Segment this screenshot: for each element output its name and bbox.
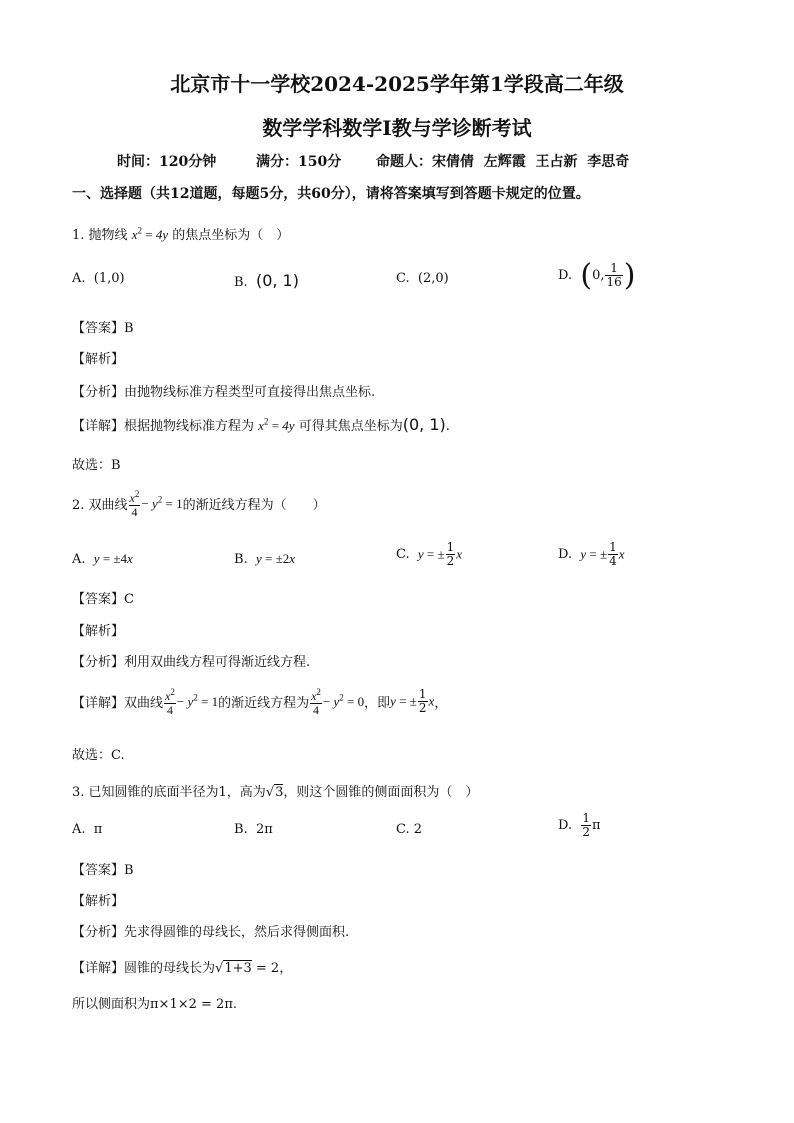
detail-line: 【详解】根据抛物线标准方程为 $x^2 = 4y$ 可得其焦点坐标为(0, 1). — [72, 415, 450, 434]
fenxi-line: 【分析】由抛物线标准方程类型可直接得出焦点坐标. — [72, 385, 376, 400]
option-a: A. y = ±4x — [72, 551, 133, 567]
answer-line: 【答案】B — [72, 321, 134, 336]
math-expression: $x^2 = 4y$ — [131, 225, 169, 242]
question-stem: 2. 双曲线 $\frac{x^2}{4}$ − $y^2 = 1$的渐近线方程为（ ） — [72, 489, 326, 519]
option-d: D. y = ± $\frac{1}{4}$ x — [558, 540, 625, 568]
option-a: A. π — [72, 822, 103, 837]
answer-line: 【答案】B — [72, 863, 134, 878]
exam-title-line2: 数学学科数学Ⅰ教与学诊断考试 — [262, 116, 532, 140]
option-c: C. 2 — [396, 822, 423, 837]
final-line: 所以侧面积为π×1×2 = 2π. — [72, 997, 237, 1012]
option-a: A. (1,0) — [72, 271, 125, 286]
author-name: 左辉霞 — [483, 154, 526, 170]
option-b: B. (0, 1) — [234, 271, 299, 290]
option-b: B. 2π — [234, 822, 273, 837]
conclusion-line: 故选：C. — [72, 748, 125, 763]
section-heading: 一、选择题（共12道题，每题5分，共60分），请将答案填写到答题卡规定的位置。 — [72, 186, 590, 202]
authors-label: 命题人： — [376, 154, 432, 170]
analysis-label: 【解析】 — [72, 894, 125, 909]
fenxi-line: 【分析】先求得圆锥的母线长，然后求得侧面积. — [72, 925, 350, 940]
exam-authors — [376, 151, 629, 171]
exam-score: 满分：150分 — [256, 154, 342, 170]
option-c: C. (2,0) — [396, 271, 449, 286]
analysis-label: 【解析】 — [72, 624, 125, 639]
conclusion-line: 故选：B — [72, 458, 121, 473]
detail-line: 【详解】圆锥的母线长为√1+3 = 2， — [72, 961, 293, 976]
author-name: 宋倩倩 — [432, 154, 474, 170]
math-expression: $x^2 = 4y$ — [258, 416, 295, 433]
question-stem: 1. 抛物线 $x^2 = 4y$ 的焦点坐标为（ ） — [72, 225, 290, 243]
analysis-label: 【解析】 — [72, 352, 125, 367]
author-name: 李思奇 — [587, 154, 630, 170]
question-stem: 3. 已知圆锥的底面半径为1，高为√3，则这个圆锥的侧面面积为（ ） — [72, 785, 479, 800]
option-d: D. (0, $\frac{1}{16}$ ) — [558, 258, 636, 293]
author-name: 王占新 — [535, 154, 578, 170]
option-b: B. y = ±2x — [234, 551, 295, 567]
fenxi-line: 【分析】利用双曲线方程可得渐近线方程. — [72, 655, 311, 670]
exam-title-line1: 北京市十一学校2024-2025学年第1学段高二年级 — [170, 72, 624, 96]
exam-time: 时间：120分钟 — [117, 154, 217, 170]
answer-line: 【答案】C — [72, 592, 134, 607]
option-c: C. y = ± $\frac{1}{2}$ x — [396, 540, 463, 568]
option-d: D. $\frac{1}{2}$ π — [558, 811, 601, 839]
detail-line: 【详解】双曲线 $\frac{x^2}{4}$ − $y^2 = 1$的渐近线方程为 $\frac{x^2}{4}$ − $y^2 = 0$，即y = ± $\frac{1}{2}$ x， — [72, 687, 448, 717]
